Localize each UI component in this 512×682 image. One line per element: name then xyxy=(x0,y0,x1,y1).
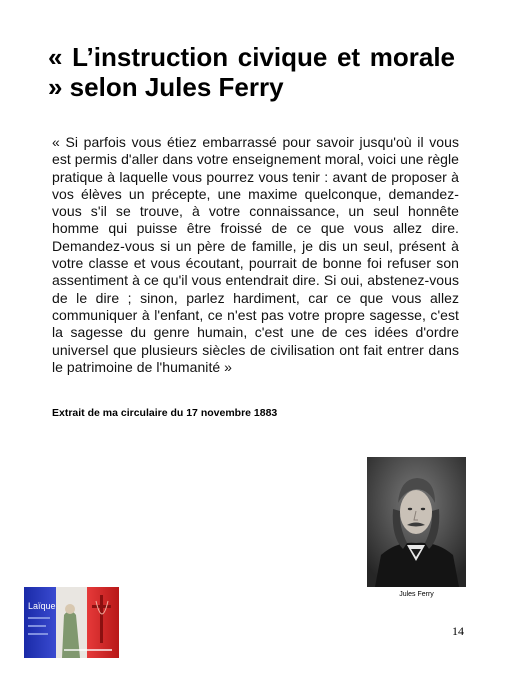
quotation-text: « Si parfois vous étiez embarrassé pour savoir jusqu'où il vous est permis d'aller dans votre enseignement moral, voici une règle pratique à laquelle vous pourrez vous tenir : avant de proposer à vos élèves un précepte, une maxime quelconque, demandez-vous s'il se trouve, à votre connaissance, un seul honnête homme qui puisse être froissé de ce que vous allez dire. Demandez-vous si un père de famille, je dis un seul, présent à votre classe et vous écoutant, pourrait de bonne foi refuser son assentiment à ce qu'il vous entendrait dire. Si oui, abstenez-vous de le dire ; sinon, parlez hardiment, car ce que vous allez communiquer à l'enfant, ce n'est pas votre propre sagesse, c'est la sagesse du genre humain, c'est une de ces idées d'ordre universel que plusieurs siècles de civilisation ont fait entrer dans le patrimoine de l'humanité » xyxy=(52,134,459,375)
laicite-logo xyxy=(24,587,119,658)
source-citation: Extrait de ma circulaire du 17 novembre 1883 xyxy=(52,407,278,419)
portrait-photo xyxy=(367,457,466,587)
portrait-image xyxy=(367,457,466,587)
page-title: « L’instruction civique et morale » selon Jules Ferry xyxy=(48,42,455,102)
page-number: 14 xyxy=(452,624,464,638)
portrait-caption: Jules Ferry xyxy=(399,591,434,598)
logo-text: Laïque xyxy=(28,601,56,611)
